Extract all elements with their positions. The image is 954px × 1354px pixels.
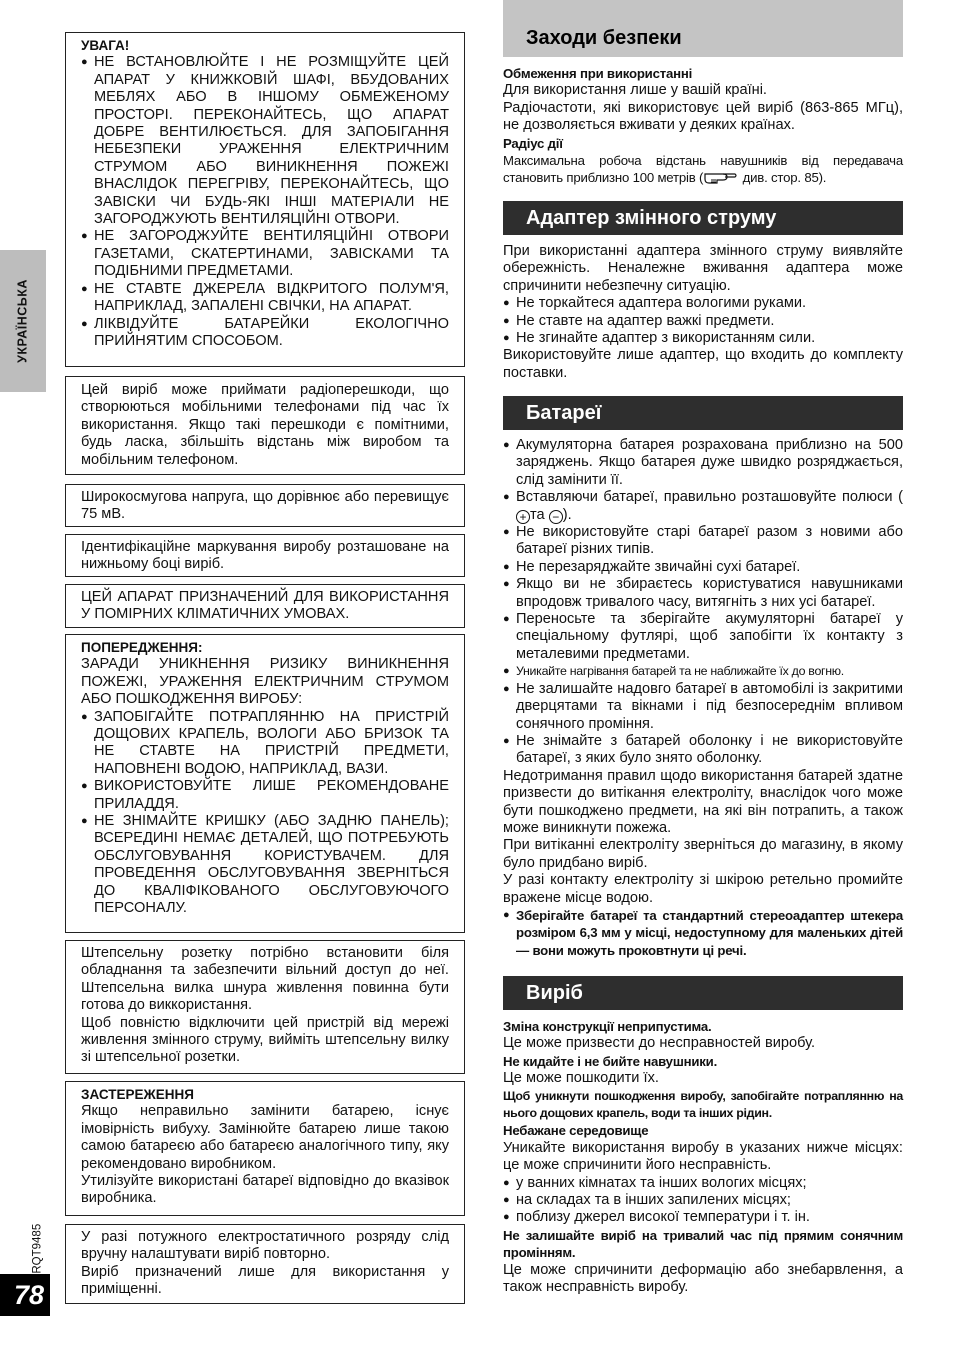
battery-item-text: та	[530, 506, 549, 523]
adapter-item: ● Не торкайтеся адаптера вологими руками.	[503, 295, 903, 312]
batteries-heading: Батареї	[503, 396, 903, 430]
warning-title: УВАГА!	[81, 38, 130, 53]
static-text: У разі потужного електростатичного розряду слід вручну налаштувати виріб повторно.	[81, 1229, 449, 1263]
adapter-section	[503, 201, 903, 382]
warning-item: ● НЕ СТАВТЕ ДЖЕРЕЛА ВІДКРИТОГО ПОЛУМ'Я, НАПРИКЛАД, ЗАПАЛЕНІ СВІЧКИ, НА АПАРАТ.	[81, 281, 449, 316]
safety-heading: Заходи безпеки	[503, 0, 903, 57]
battery-item-text: ).	[562, 506, 572, 523]
caution-box	[65, 634, 465, 933]
device-section	[503, 976, 903, 1297]
battery-item: ● Якщо ви не збираєтесь користуватися навушниками впродовж тривалого часу, витягніть з них усі батареї.	[503, 576, 903, 611]
battery-bold-item: ● Зберігайте батареї та стандартний стереоадаптер штекера розміром 6,3 мм у місці, недоступному для маленьких дітей — вони можуть проковтнути ці речі.	[503, 907, 903, 959]
static-box	[65, 1224, 465, 1304]
battery-item-text: Вставляючи батареї, правильно розташовуйте полюси (	[516, 489, 903, 506]
device-subtitle: Небажане середовище	[503, 1123, 649, 1139]
climate-box	[65, 584, 465, 628]
climate-text: ЦЕЙ АПАРАТ ПРИЗНАЧЕНИЙ ДЛЯ ВИКОРИСТАННЯ У ПОМІРНИХ КЛІМАТИЧНИХ УМОВАХ.	[81, 589, 449, 623]
device-subtitle: Не кидайте і не бийте навушники.	[503, 1053, 718, 1069]
battery-paragraph: Недотримання правил щодо використання батарей здатне призвести до витікання електроліту, внаслідок чого може бути пошкоджено предмети, на які він потрапить, а також може виникнути пожежа.	[503, 767, 903, 836]
voltage-text: Широкосмугова напруга, що дорівнює або перевищує 75 мВ.	[81, 489, 449, 523]
battery-item: ● Не перезаряджайте звичайні сухі батареї.	[503, 559, 903, 576]
radio-interference-text: Цей виріб може приймати радіоперешкоди, що створюються мобільними телефонами під час їх використання. Якщо такі перешкоди є помітними, будь ласка, збільшіть відстань між виробом та мобільним телефоном.	[81, 382, 449, 468]
battery-item: ● Переносьте та зберігайте акумуляторні батареї у спеціальному футлярі, щоб запобігти їх контакту з металевими предметами.	[503, 611, 903, 663]
static-text: Виріб призначений лише для використання у приміщенні.	[81, 1263, 449, 1298]
battery-item: ● Уникайте нагрівання батарей та не наближайте їх до вогню.	[503, 663, 903, 680]
caution-item: ● ВИКОРИСТОВУЙТЕ ЛИШЕ РЕКОМЕНДОВАНЕ ПРИЛАДДЯ.	[81, 778, 449, 813]
id-marking-text: Ідентифікаційне маркування виробу розташоване на нижньому боці виріб.	[81, 539, 449, 573]
caution-intro: ЗАРАДИ УНИКНЕННЯ РИЗИКУ ВИНИКНЕННЯ ПОЖЕЖІ, УРАЖЕННЯ ЕЛЕКТРИЧНИМ СТРУМОМ АБО ПОШКОДЖЕННЯ ВИРОБУ:	[81, 656, 449, 708]
device-item: ● на складах та в інших запилених місцях;	[503, 1192, 903, 1209]
warning-item: ● НЕ ВСТАНОВЛЮЙТЕ І НЕ РОЗМІЩУЙТЕ ЦЕЙ АПАРАТ У КНИЖКОВІЙ ШАФІ, ВБУДОВАНИХ МЕБЛЯХ АБО В ІНШОМУ ОБМЕЖЕНОМУ ПРОСТОРІ. ПЕРЕКОНАЙТЕСЬ, ЩО АПАРАТ ДОБРЕ ВЕНТИЛЮЄТЬСЯ. ДЛЯ ЗАПОБІГАННЯ НЕБЕЗПЕКИ УРАЖЕННЯ ЕЛЕКТРИЧНИМ СТРУМОМ АБО ВИНИКНЕННЯ ПОЖЕЖІ ВНАСЛІДОК ПЕРЕГРІВУ, ПЕРЕКОНАЙТЕСЬ, ЩО ЗАВІСКИ ЧИ БУДЬ-ЯКІ ІНШІ МАТЕРІАЛИ НЕ ЗАГОРОДЖУЮТЬ ВЕНТИЛЯЦІЙНІ ОТВОРИ.	[81, 54, 449, 228]
device-subtitle: Зміна конструкції неприпустима.	[503, 1019, 712, 1034]
pointing-hand-icon	[703, 170, 739, 189]
restriction-line: Радіочастоти, які використовує цей виріб (863-865 МГц), не дозволяється вживати у деяких країнах.	[503, 99, 903, 134]
device-text: Це може призвести до несправностей виробу.	[503, 1035, 816, 1052]
adapter-outro: Використовуйте лише адаптер, що входить до комплекту поставки.	[503, 347, 903, 381]
battery-item	[503, 489, 903, 524]
range-text-a: Максимальна робоча відстань навушників від передавача становить приблизно 100 метрів (	[503, 153, 903, 186]
range-text-b: див. стор. 85).	[739, 170, 827, 186]
language-tab-label: УКРАЇНСЬКА	[15, 279, 30, 363]
device-heading: Виріб	[503, 976, 903, 1010]
warning-box	[65, 32, 465, 367]
minus-icon: −	[549, 510, 563, 524]
document-code: RQT9485	[31, 1223, 44, 1274]
battery-caution-title: ЗАСТЕРЕЖЕННЯ	[81, 1087, 194, 1102]
caution-item: ● ЗАПОБІГАЙТЕ ПОТРАПЛЯННЮ НА ПРИСТРІЙ ДОЩОВИХ КРАПЕЛЬ, ВОЛОГИ АБО БРИЗОК ТА НЕ СТАВТЕ НА ПРИСТРІЙ ПРЕДМЕТИ, НАПОВНЕНІ ВОДОЮ, НАПРИКЛАД, ВАЗИ.	[81, 709, 449, 779]
page-number: 78	[0, 1274, 50, 1316]
device-text: Це може спричинити деформацію або знебарвлення, а також несправність виробу.	[503, 1261, 903, 1296]
battery-item: ● Не використовуйте старі батареї разом з новими або батареї різних типів.	[503, 524, 903, 559]
adapter-item: ● Не згинайте адаптер з використанням сили.	[503, 330, 903, 347]
battery-item: ● Не залишайте надовго батареї в автомобілі із закритими дверцятами та вікнами і під безпосереднім впливом сонячного проміння.	[503, 681, 903, 733]
battery-paragraph: При витіканні електроліту зверніться до магазину, в якому було придбано виріб.	[503, 837, 903, 871]
device-subtitle: Не залишайте виріб на тривалий час під прямим сонячним промінням.	[503, 1227, 903, 1261]
restriction-line: Для використання лише у вашій країні.	[503, 82, 767, 99]
warning-item: ● НЕ ЗАГОРОДЖУЙТЕ ВЕНТИЛЯЦІЙНІ ОТВОРИ ГАЗЕТАМИ, СКАТЕРТИНАМИ, ЗАВІСКАМИ ТА ПОДІБНИМИ ПРЕДМЕТАМИ.	[81, 228, 449, 280]
battery-caution-text: Утилізуйте використані батареї відповідно до вказівок виробника.	[81, 1173, 449, 1207]
socket-text: Штепсельну розетку потрібно встановити біля обладнання та забезпечити вільний доступ до неї. Штепсельна вилка шнура живлення повинна бути готова до виккористання.	[81, 945, 449, 1014]
range-title: Радіус дії	[503, 135, 563, 151]
adapter-item: ● Не ставте на адаптер важкі предмети.	[503, 313, 903, 330]
battery-item: ● Не знімайте з батарей оболонку і не використовуйте батареї, з яких було знято оболонку.	[503, 733, 903, 768]
batteries-section	[503, 396, 903, 959]
voltage-box	[65, 484, 465, 527]
battery-item: ● Акумуляторна батарея розрахована приблизно на 500 заряджень. Якщо батарея дуже швидко розряджається, слід замінити її.	[503, 437, 903, 489]
id-marking-box	[65, 534, 465, 577]
adapter-heading: Адаптер змінного струму	[503, 201, 903, 235]
caution-item: ● НЕ ЗНІМАЙТЕ КРИШКУ (АБО ЗАДНЮ ПАНЕЛЬ); ВСЕРЕДИНІ НЕМАЄ ДЕТАЛЕЙ, ЩО ПОТРЕБУЮТЬ ОБСЛУГОВУВАННЯ КОРИСТУВАЧЕМ. ДЛЯ ПРОВЕДЕННЯ ОБСЛУГОВУВАННЯ ЗВЕРНІТЬСЯ ДО КВАЛІФІКОВАНОГО ОБСЛУГОВУЮЧОГО ПЕРСОНАЛУ.	[81, 813, 449, 917]
language-tab	[0, 250, 46, 392]
device-item: ● у ванних кімнатах та інших вологих місцях;	[503, 1175, 903, 1192]
caution-title: ПОПЕРЕДЖЕННЯ:	[81, 640, 203, 655]
warning-item: ● ЛІКВІДУЙТЕ БАТАРЕЙКИ ЕКОЛОГІЧНО ПРИЙНЯТИМ СПОСОБОМ.	[81, 316, 449, 351]
plus-icon: +	[516, 510, 530, 524]
battery-paragraph: У разі контакту електроліту зі шкірою ретельно промийте вражене місце водою.	[503, 872, 903, 906]
battery-caution-text: Якщо неправильно замінити батарею, існує імовірність вибуху. Замінюйте батарею лише такою самою батареєю або батареєю аналогічного типу, яку рекомендовано виробником.	[81, 1103, 449, 1172]
adapter-intro: При використанні адаптера змінного струму виявляйте обережність. Неналежне вживання адаптера може спричинити небезпечну ситуацію.	[503, 243, 903, 294]
radio-interference-box	[65, 376, 465, 475]
device-item: ● поблизу джерел високої температури і т. ін.	[503, 1209, 903, 1226]
device-subtitle: Щоб уникнути пошкодження виробу, запобігайте потраплянню на нього дощових крапель, води та інших рідин.	[503, 1088, 903, 1121]
battery-caution-box	[65, 1081, 465, 1216]
safety-section	[503, 0, 903, 190]
socket-text: Щоб повністю відключити цей пристрій від мережі живлення змінного струму, вийміть штепсельну вилку зі штепсельної розетки.	[81, 1014, 449, 1066]
socket-box	[65, 940, 465, 1074]
device-text: Це може пошкодити їх.	[503, 1070, 659, 1087]
restriction-title: Обмеження при використанні	[503, 66, 693, 81]
device-text: Уникайте використання виробу в указаних нижче місцях: це може спричинити його несправність.	[503, 1139, 903, 1174]
range-text	[503, 152, 903, 190]
